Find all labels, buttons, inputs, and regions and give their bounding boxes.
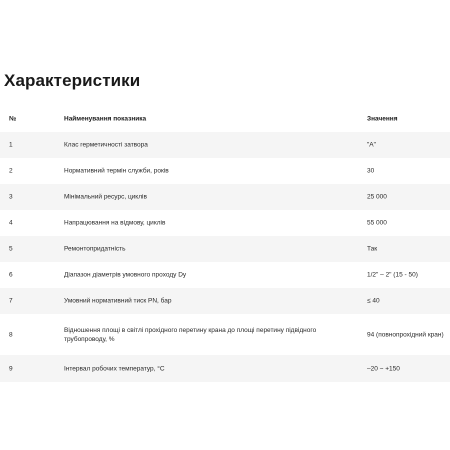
specs-table bbox=[0, 106, 450, 382]
header-num: № bbox=[9, 115, 17, 123]
row-num: 6 bbox=[9, 271, 13, 279]
row-name: Мінімальний ресурс, циклів bbox=[64, 193, 147, 201]
row-value: 55 000 bbox=[367, 219, 387, 227]
row-num: 9 bbox=[9, 365, 13, 372]
row-num: 8 bbox=[9, 331, 13, 338]
row-name: Інтервал робочих температур, °С bbox=[64, 365, 165, 372]
header-value: Значення bbox=[367, 115, 398, 123]
row-num: 5 bbox=[9, 245, 13, 253]
row-num: 4 bbox=[9, 219, 13, 227]
table-row bbox=[0, 262, 450, 288]
row-num: 1 bbox=[9, 141, 13, 149]
row-num: 3 bbox=[9, 193, 13, 201]
row-value: "А" bbox=[367, 141, 376, 149]
page-title: Характеристики bbox=[4, 71, 141, 90]
table-row bbox=[0, 288, 450, 314]
table-row bbox=[0, 314, 450, 355]
row-value: 25 000 bbox=[367, 193, 387, 201]
table-row bbox=[0, 184, 450, 210]
row-value: –20 ~ +150 bbox=[367, 365, 400, 372]
row-value: Так bbox=[367, 245, 378, 253]
row-name: Діапазон діаметрів умовного проходу Dy bbox=[64, 271, 187, 279]
row-num: 7 bbox=[9, 297, 13, 305]
row-name: Умовний нормативний тиск PN, бар bbox=[64, 297, 172, 305]
row-num: 2 bbox=[9, 167, 13, 175]
header-name: Найменування показника bbox=[64, 115, 147, 123]
row-value: ≤ 40 bbox=[367, 297, 380, 305]
row-name: Нормативний термін служби, років bbox=[64, 167, 169, 175]
row-name: Відношення площі в світлі прохідного перетину крана до площі перетину підвідного трубопроводу, % bbox=[64, 326, 317, 343]
table-row bbox=[0, 132, 450, 158]
table-row bbox=[0, 210, 450, 236]
table-row bbox=[0, 236, 450, 262]
row-value: 1/2" – 2" (15 - 50) bbox=[367, 271, 418, 279]
table-row bbox=[0, 158, 450, 184]
row-name: Клас герметичності затвора bbox=[64, 141, 148, 149]
row-name: Напрацювання на відмову, циклів bbox=[64, 219, 166, 227]
table-row bbox=[0, 355, 450, 382]
table-header-row bbox=[0, 106, 450, 132]
row-value: 94 (повнопрохідний кран) bbox=[367, 331, 444, 338]
row-name: Ремонтопридатність bbox=[64, 245, 126, 253]
row-value: 30 bbox=[367, 167, 375, 175]
